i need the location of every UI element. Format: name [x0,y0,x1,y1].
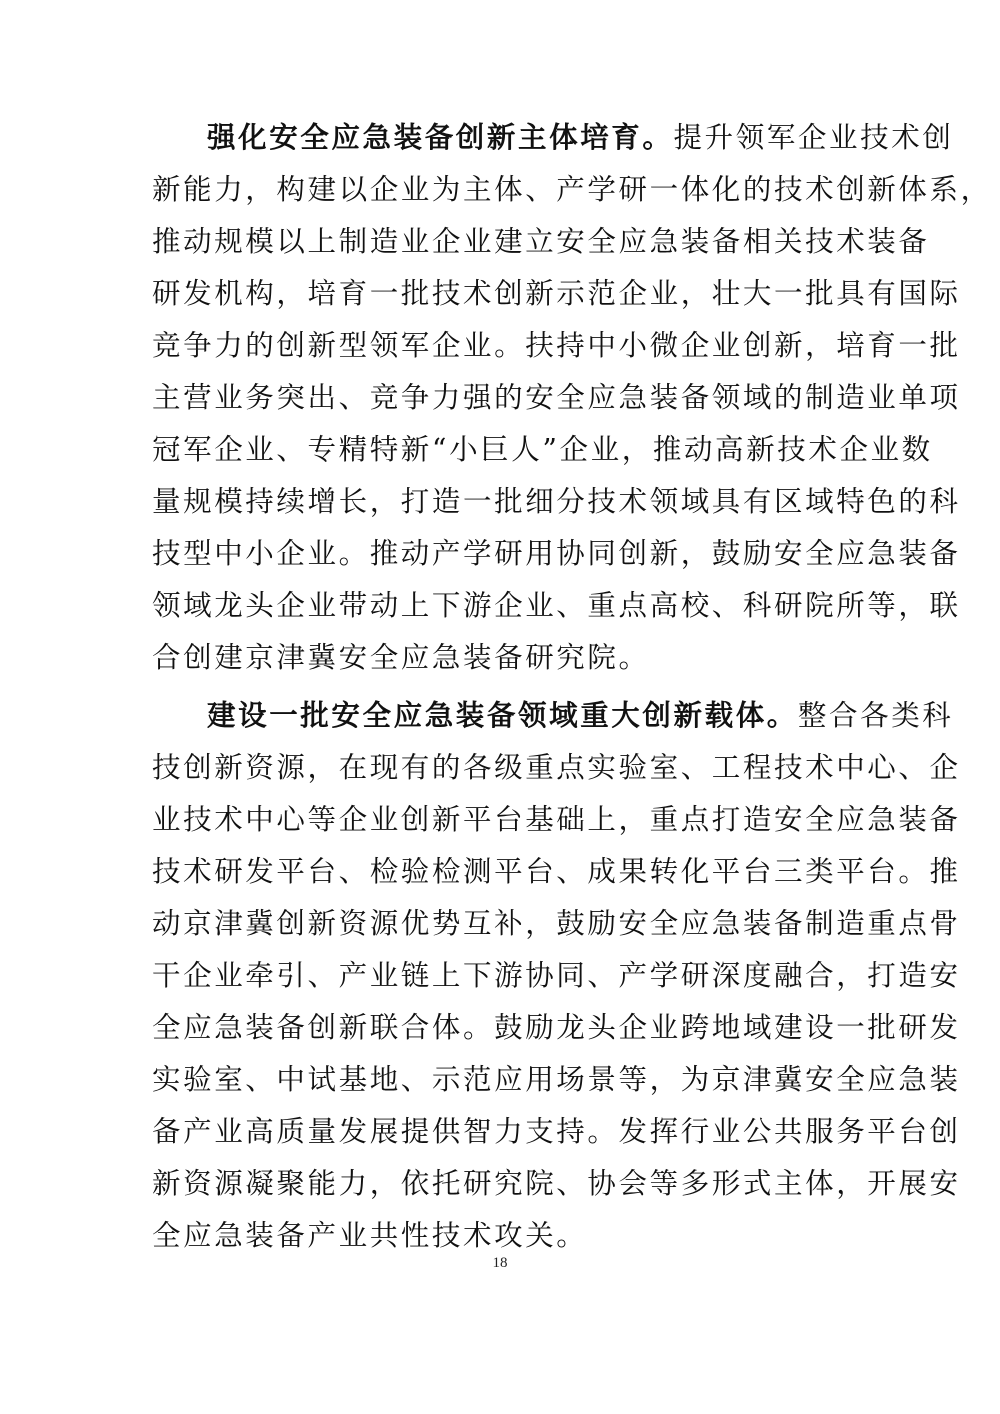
paragraph-line: 量规模持续增长，打造一批细分技术领域具有区域特色的科 [152,485,961,518]
paragraph-line: 推动规模以上制造业企业建立安全应急装备相关技术装备 [152,225,930,258]
paragraph-heading: 建设一批安全应急装备领域重大创新载体。 [207,699,798,732]
paragraph-line: 技型中小企业。推动产学研用协同创新，鼓励安全应急装备 [152,537,961,570]
page-number: 18 [492,1255,508,1271]
paragraph-line: 干企业牵引、产业链上下游协同、产学研深度融合，打造安 [152,959,961,992]
paragraph-line: 业技术中心等企业创新平台基础上，重点打造安全应急装备 [152,803,961,836]
paragraph-line: 全应急装备产业共性技术攻关。 [152,1219,588,1252]
paragraph-line: 合创建京津冀安全应急装备研究院。 [152,641,650,674]
paragraph-line: 备产业高质量发展提供智力支持。发挥行业公共服务平台创 [152,1115,961,1148]
paragraph-line: 主营业务突出、竞争力强的安全应急装备领域的制造业单项 [152,381,961,414]
paragraph-line: 竞争力的创新型领军企业。扶持中小微企业创新，培育一批 [152,329,961,362]
paragraph-line: 新能力，构建以企业为主体、产学研一体化的技术创新体系， [152,173,992,206]
paragraph-line: 技术研发平台、检验检测平台、成果转化平台三类平台。推 [152,855,961,888]
paragraph-line: 新资源凝聚能力，依托研究院、协会等多形式主体，开展安 [152,1167,961,1200]
paragraph-line: 实验室、中试基地、示范应用场景等，为京津冀安全应急装 [152,1063,961,1096]
paragraph-text: 整合各类科 [797,699,954,732]
paragraph-line: 冠军企业、专精特新“小巨人”企业，推动高新技术企业数 [152,433,933,466]
paragraph-text: 提升领军企业技术创 [673,121,954,154]
paragraph-line: 技创新资源，在现有的各级重点实验室、工程技术中心、企 [152,751,961,784]
paragraph-line: 研发机构，培育一批技术创新示范企业，壮大一批具有国际 [152,277,961,310]
paragraph-heading: 强化安全应急装备创新主体培育。 [207,121,674,154]
paragraph-line: 领域龙头企业带动上下游企业、重点高校、科研院所等，联 [152,589,961,622]
paragraph-line [207,117,954,159]
paragraph-line: 动京津冀创新资源优势互补，鼓励安全应急装备制造重点骨 [152,907,961,940]
paragraph-line [207,695,954,737]
paragraph-line: 全应急装备创新联合体。鼓励龙头企业跨地域建设一批研发 [152,1011,961,1044]
